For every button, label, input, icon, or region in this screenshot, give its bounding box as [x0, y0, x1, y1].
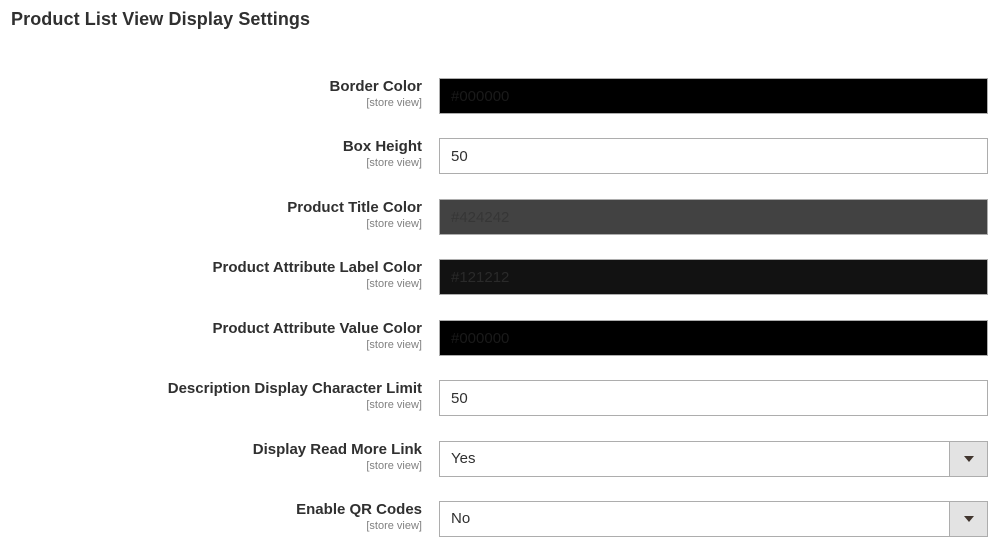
field-scope: [store view]	[366, 97, 422, 109]
field-row-display-read-more-link	[0, 441, 1007, 477]
select-toggle[interactable]	[949, 442, 987, 476]
field-scope: [store view]	[366, 460, 422, 472]
select-toggle[interactable]	[949, 502, 987, 536]
box-height-input[interactable]	[439, 138, 988, 174]
product-title-color-input[interactable]	[439, 199, 988, 235]
field-label-group	[168, 380, 422, 412]
field-label: Box Height	[342, 138, 422, 155]
field-label: Border Color	[329, 78, 422, 95]
field-row-description-character-limit	[0, 380, 1007, 416]
field-label-group	[287, 199, 422, 231]
product-attribute-label-color-input[interactable]	[439, 259, 988, 295]
field-label-group	[296, 501, 422, 533]
field-label-group	[253, 441, 422, 473]
field-label-group	[329, 78, 422, 110]
field-scope: [store view]	[366, 399, 422, 411]
field-row-enable-qr-codes	[0, 501, 1007, 537]
field-row-product-attribute-label-color	[0, 259, 1007, 295]
field-row-border-color	[0, 78, 1007, 114]
chevron-down-icon	[964, 456, 974, 462]
field-row-box-height	[0, 138, 1007, 174]
select-value: No	[451, 510, 471, 527]
field-label: Display Read More Link	[252, 441, 422, 458]
field-label-group	[213, 320, 422, 352]
field-scope: [store view]	[366, 218, 422, 230]
description-character-limit-input[interactable]	[439, 380, 988, 416]
chevron-down-icon	[964, 516, 974, 522]
field-label: Product Attribute Label Color	[212, 259, 422, 276]
field-label: Product Attribute Value Color	[212, 320, 422, 337]
product-attribute-value-color-input[interactable]	[439, 320, 988, 356]
field-scope: [store view]	[366, 520, 422, 532]
field-scope: [store view]	[366, 278, 422, 290]
enable-qr-codes-select[interactable]	[439, 501, 988, 537]
field-row-product-title-color	[0, 199, 1007, 235]
border-color-input[interactable]	[439, 78, 988, 114]
field-label-group	[213, 259, 422, 291]
select-value: Yes	[451, 450, 476, 467]
field-label: Description Display Character Limit	[167, 380, 422, 397]
field-label-group	[343, 138, 422, 170]
field-label: Product Title Color	[287, 199, 422, 216]
display-read-more-link-select[interactable]	[439, 441, 988, 477]
field-scope: [store view]	[366, 157, 422, 169]
field-row-product-attribute-value-color	[0, 320, 1007, 356]
section-title: Product List View Display Settings	[11, 9, 311, 29]
field-label: Enable QR Codes	[296, 501, 422, 518]
field-scope: [store view]	[366, 339, 422, 351]
